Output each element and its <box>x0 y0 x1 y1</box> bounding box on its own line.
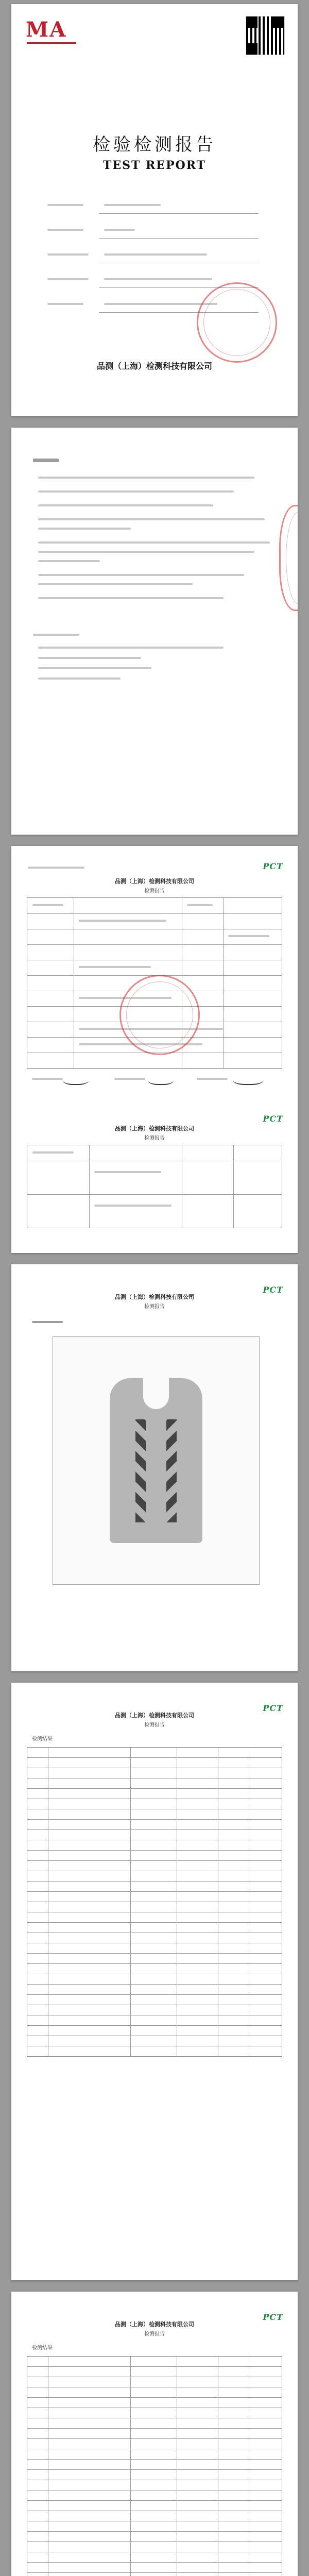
report-number-header <box>28 867 84 869</box>
report-title-cn: 检验检测报告 <box>93 134 216 155</box>
results-heading-2: 检测结果 <box>32 2345 53 2351</box>
report-heading-4: 检测报告 <box>144 1722 165 1728</box>
lab-header-3: 品测（上海）检测科技有限公司 <box>115 1294 194 1300</box>
report-heading-3: 检测报告 <box>144 1304 165 1310</box>
sample-vest-image <box>110 1378 202 1543</box>
lab-header-5: 品测（上海）检测科技有限公司 <box>115 2321 194 2328</box>
report-page-cover <box>11 4 298 416</box>
lab-logo: PCT <box>263 861 283 871</box>
results-table-2 <box>27 2356 282 2576</box>
lab-logo-4: PCT <box>263 1703 283 1713</box>
signature-1 <box>63 1074 89 1085</box>
red-seal-table-page <box>119 975 200 1055</box>
conclusion-table <box>27 1145 282 1228</box>
cma-mark-underline <box>27 42 76 44</box>
lab-header-2: 品测（上海）检测科技有限公司 <box>115 1125 194 1132</box>
lab-logo-3: PCT <box>263 1285 283 1295</box>
lab-name-footer: 品测（上海）检测科技有限公司 <box>96 361 212 371</box>
report-page-results-1 <box>11 1683 298 2280</box>
right-seam-seal <box>279 505 298 611</box>
report-heading: 检测报告 <box>144 888 165 894</box>
report-heading-5: 检测报告 <box>144 2331 165 2337</box>
report-page-table <box>11 846 298 1253</box>
qr-code <box>246 16 284 55</box>
signature-2 <box>148 1074 174 1085</box>
lab-logo-5: PCT <box>263 2312 283 2322</box>
results-table-1 <box>27 1747 282 2057</box>
report-heading-2: 检测报告 <box>144 1136 165 1141</box>
signature-3 <box>233 1073 264 1085</box>
lab-logo-2: PCT <box>263 1114 283 1124</box>
cma-mark: MA <box>26 18 67 42</box>
report-title-en: TEST REPORT <box>102 159 207 172</box>
sample-photo-frame <box>53 1336 260 1585</box>
report-page-declaration <box>11 428 298 835</box>
cma-logo <box>26 19 82 48</box>
results-heading: 检测结果 <box>32 1736 53 1742</box>
report-page-photo <box>11 1264 298 1671</box>
lab-header: 品测（上海）检测科技有限公司 <box>115 878 194 885</box>
red-seal <box>197 282 277 363</box>
declaration-heading <box>33 459 59 462</box>
lab-header-4: 品测（上海）检测科技有限公司 <box>115 1712 194 1719</box>
report-page-results-2 <box>11 2292 298 2576</box>
